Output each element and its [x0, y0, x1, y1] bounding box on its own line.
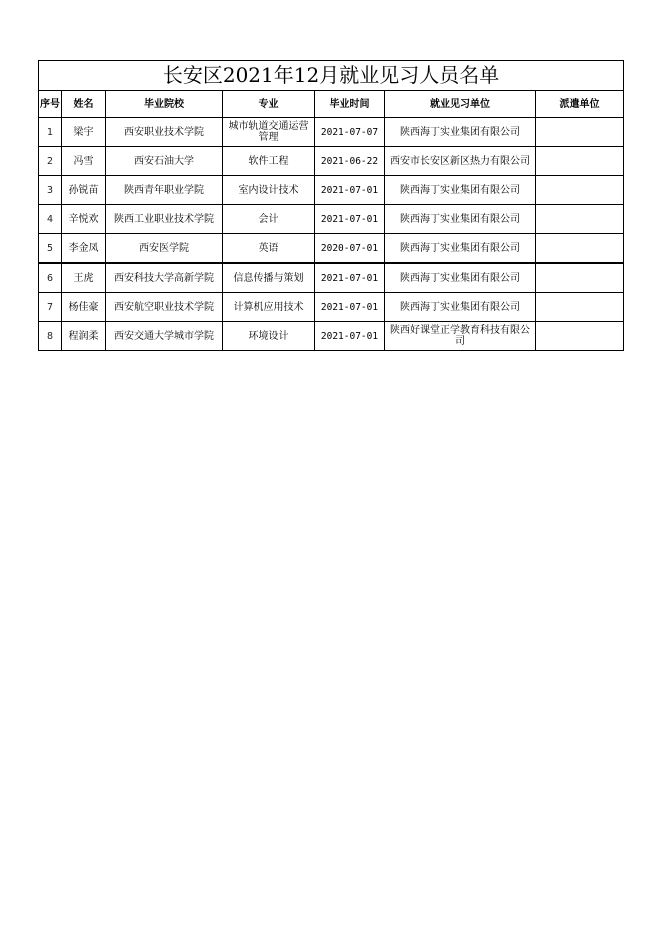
cell-school: 陕西工业职业技术学院	[106, 205, 223, 234]
cell-school: 西安科技大学高新学院	[106, 263, 223, 293]
cell-major: 计算机应用技术	[223, 293, 315, 322]
cell-internship-unit: 西安市长安区新区热力有限公司	[385, 147, 536, 176]
cell-index: 3	[39, 176, 62, 205]
cell-dispatch-unit	[536, 176, 624, 205]
table-row	[39, 263, 624, 293]
cell-graduation-date: 2021-07-01	[315, 322, 385, 351]
personnel-table	[38, 60, 624, 351]
sheet-title: 长安区2021年12月就业见习人员名单	[39, 61, 624, 91]
header-row	[39, 91, 624, 118]
cell-major: 城市轨道交通运营管理	[223, 118, 315, 147]
table-row	[39, 322, 624, 351]
cell-graduation-date: 2021-07-01	[315, 293, 385, 322]
cell-name: 冯雪	[62, 147, 106, 176]
cell-school: 西安职业技术学院	[106, 118, 223, 147]
cell-major: 会计	[223, 205, 315, 234]
cell-graduation-date: 2021-07-01	[315, 205, 385, 234]
cell-major: 软件工程	[223, 147, 315, 176]
cell-dispatch-unit	[536, 147, 624, 176]
header-dispatch-unit: 派遣单位	[536, 91, 624, 118]
cell-school: 西安交通大学城市学院	[106, 322, 223, 351]
cell-index: 4	[39, 205, 62, 234]
cell-name: 杨佳豪	[62, 293, 106, 322]
cell-index: 1	[39, 118, 62, 147]
cell-dispatch-unit	[536, 293, 624, 322]
cell-internship-unit: 陕西海丁实业集团有限公司	[385, 118, 536, 147]
cell-index: 6	[39, 263, 62, 293]
cell-name: 程润柔	[62, 322, 106, 351]
cell-index: 2	[39, 147, 62, 176]
cell-school: 西安航空职业技术学院	[106, 293, 223, 322]
cell-graduation-date: 2020-07-01	[315, 234, 385, 264]
cell-name: 王虎	[62, 263, 106, 293]
cell-major: 室内设计技术	[223, 176, 315, 205]
cell-name: 李金凤	[62, 234, 106, 264]
cell-dispatch-unit	[536, 234, 624, 264]
cell-major: 信息传播与策划	[223, 263, 315, 293]
cell-graduation-date: 2021-07-01	[315, 263, 385, 293]
table-row	[39, 293, 624, 322]
table-row	[39, 234, 624, 264]
cell-graduation-date: 2021-07-07	[315, 118, 385, 147]
cell-internship-unit: 陕西海丁实业集团有限公司	[385, 176, 536, 205]
cell-name: 梁宇	[62, 118, 106, 147]
header-major: 专业	[223, 91, 315, 118]
cell-dispatch-unit	[536, 263, 624, 293]
cell-major: 环境设计	[223, 322, 315, 351]
cell-index: 8	[39, 322, 62, 351]
cell-index: 5	[39, 234, 62, 264]
cell-dispatch-unit	[536, 322, 624, 351]
cell-school: 西安石油大学	[106, 147, 223, 176]
header-internship-unit: 就业见习单位	[385, 91, 536, 118]
cell-internship-unit: 陕西海丁实业集团有限公司	[385, 234, 536, 264]
table-row	[39, 176, 624, 205]
cell-dispatch-unit	[536, 118, 624, 147]
cell-name: 辛悦欢	[62, 205, 106, 234]
cell-index: 7	[39, 293, 62, 322]
cell-internship-unit: 陕西好课堂正学教育科技有限公司	[385, 322, 536, 351]
cell-internship-unit: 陕西海丁实业集团有限公司	[385, 293, 536, 322]
table-body	[39, 118, 624, 351]
cell-name: 孙锐苗	[62, 176, 106, 205]
header-school: 毕业院校	[106, 91, 223, 118]
header-graduation-date: 毕业时间	[315, 91, 385, 118]
cell-internship-unit: 陕西海丁实业集团有限公司	[385, 205, 536, 234]
table-row	[39, 118, 624, 147]
cell-school: 陕西青年职业学院	[106, 176, 223, 205]
cell-major: 英语	[223, 234, 315, 264]
table-row	[39, 147, 624, 176]
cell-internship-unit: 陕西海丁实业集团有限公司	[385, 263, 536, 293]
header-name: 姓名	[62, 91, 106, 118]
table-row	[39, 205, 624, 234]
cell-graduation-date: 2021-07-01	[315, 176, 385, 205]
cell-dispatch-unit	[536, 205, 624, 234]
header-index: 序号	[39, 91, 62, 118]
cell-school: 西安医学院	[106, 234, 223, 264]
cell-graduation-date: 2021-06-22	[315, 147, 385, 176]
